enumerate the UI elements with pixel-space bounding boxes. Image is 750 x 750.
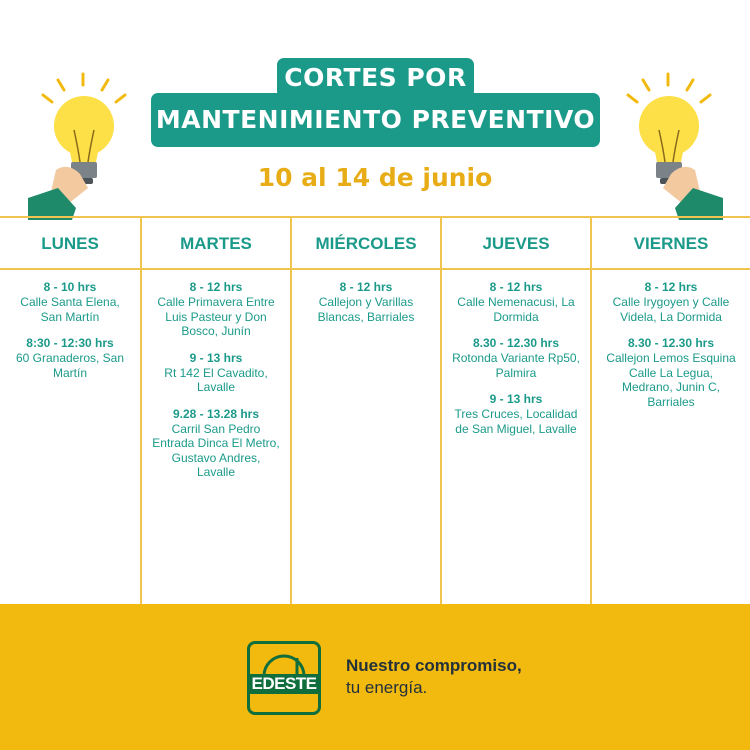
edeste-logo — [247, 641, 321, 715]
day-column-friday — [590, 218, 750, 606]
slogan-line-2: tu energía. — [346, 678, 428, 697]
schedule-entry — [152, 407, 280, 480]
header — [0, 0, 750, 210]
day-column-thursday — [440, 218, 590, 606]
schedule-entry — [452, 336, 580, 380]
schedule-entry — [602, 280, 740, 324]
logo-arc-icon — [262, 654, 306, 676]
date-range: 10 al 14 de junio — [257, 163, 493, 192]
entry-time: 8 - 12 hrs — [339, 280, 393, 294]
entry-place: Calle Irygoyen y Calle Videla, La Dormida — [612, 295, 730, 324]
entry-time: 8.30 - 12.30 hrs — [627, 336, 715, 350]
schedule-entry — [10, 280, 130, 324]
lightbulb-hand-icon-left — [28, 70, 138, 220]
entry-place: Callejon y Varillas Blancas, Barriales — [317, 295, 415, 324]
slogan-line-1: Nuestro compromiso, — [346, 656, 522, 675]
entry-place: 60 Granaderos, San Martín — [15, 351, 125, 380]
schedule-entry — [452, 392, 580, 436]
entry-place: Rotonda Variante Rp50, Palmira — [452, 351, 580, 380]
day-header: VIERNES — [592, 218, 750, 270]
entry-time: 9.28 - 13.28 hrs — [172, 406, 260, 421]
entry-time: 8:30 - 12:30 hrs — [26, 336, 114, 350]
entry-time: 9 - 13 hrs — [489, 392, 543, 406]
entry-place: Carril San Pedro Entrada Dinca El Metro, Gustavo Andres, Lavalle — [152, 421, 280, 479]
day-header: LUNES — [0, 218, 140, 270]
schedule-entry — [152, 280, 280, 339]
schedule-entry — [302, 280, 430, 324]
entry-time: 8 - 12 hrs — [489, 280, 543, 294]
entry-place: Calle Nemenacusi, La Dormida — [457, 295, 575, 324]
entry-time: 8 - 12 hrs — [189, 280, 243, 294]
title-line-1: CORTES POR — [277, 58, 474, 98]
entry-time: 8 - 10 hrs — [43, 280, 97, 294]
lightbulb-hand-icon-right — [613, 70, 723, 220]
schedule-entry — [452, 280, 580, 324]
title-line-2: MANTENIMIENTO PREVENTIVO — [151, 93, 600, 147]
day-header: JUEVES — [442, 218, 590, 270]
schedule-entry — [152, 351, 280, 395]
entry-place: Calle Santa Elena, San Martín — [20, 295, 120, 324]
day-header: MIÉRCOLES — [292, 218, 440, 270]
entry-time: 8.30 - 12.30 hrs — [472, 336, 560, 350]
footer-band — [0, 604, 750, 750]
day-column-monday — [0, 218, 140, 606]
schedule-table — [0, 216, 750, 604]
schedule-entry — [10, 336, 130, 380]
entry-place: Rt 142 El Cavadito, Lavalle — [164, 365, 268, 394]
day-header: MARTES — [142, 218, 290, 270]
entry-time: 9 - 13 hrs — [189, 350, 243, 365]
day-column-tuesday — [140, 218, 290, 606]
entry-time: 8 - 12 hrs — [644, 280, 698, 294]
logo-text: EDESTE — [251, 674, 317, 693]
day-column-wednesday — [290, 218, 440, 606]
schedule-entry — [602, 336, 740, 409]
slogan — [346, 655, 522, 699]
entry-place: Callejon Lemos Esquina Calle La Legua, Medrano, Junin C, Barriales — [606, 351, 736, 409]
entry-place: Tres Cruces, Localidad de San Miguel, Lavalle — [454, 407, 578, 436]
entry-place: Calle Primavera Entre Luis Pasteur y Don Bosco, Junín — [157, 295, 275, 338]
